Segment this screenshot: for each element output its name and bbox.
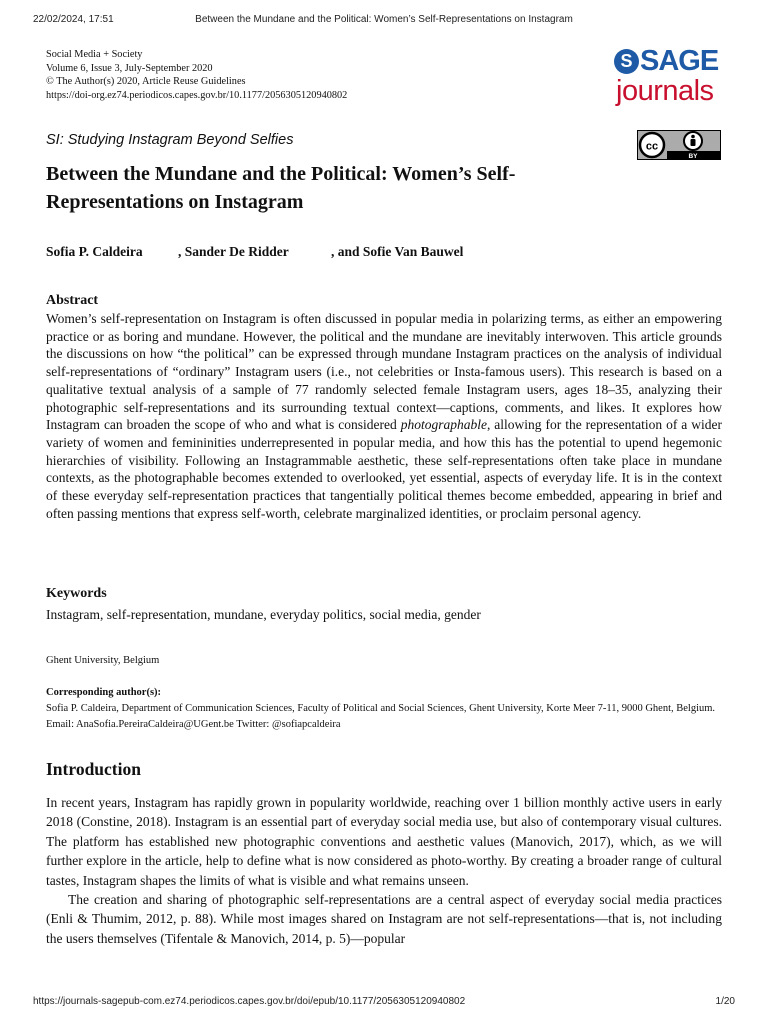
abstract-part-2: , allowing for the representation of a wider variety of women and femininities underrepresented in popular media, and how this has the potential to upend hegemonic hierarchies of visibility. Following an Instagrammable aesthetic, these self-representations often take place in mundane contexts, as the photographable becomes extended to overlooked, yet essential, aspects of everyday life. It is in the context of these everyday self-representation practices that tangentially political themes become embedded, appearing in brief and often passing mentions that express self-worth, celebrate marginalized identities, or proclaim personal agency. [46,417,722,521]
introduction-section [46,758,722,948]
print-datetime: 22/02/2024, 17:51 [33,14,114,25]
by-text: BY [688,153,698,160]
corresponding-author [46,685,726,733]
print-page-title: Between the Mundane and the Political: Women’s Self-Representations on Instagram [195,14,573,25]
print-header [0,14,768,28]
keywords-heading: Keywords [46,586,107,601]
abstract-italic-term: photographable [400,417,487,433]
keywords-section [46,585,722,624]
abstract-heading: Abstract [46,293,99,308]
journals-wordmark: journals [616,75,714,107]
special-issue-label: SI: Studying Instagram Beyond Selfies [46,132,294,148]
affiliation: Ghent University, Belgium [46,655,160,666]
corresponding-label: Corresponding author(s): [46,687,162,698]
keywords-list: Instagram, self-representation, mundane, everyday politics, social media, gender [46,607,481,622]
journal-issue: Volume 6, Issue 3, July-September 2020 [46,62,213,74]
author-van-bauwel[interactable]: , and Sofie Van Bauwel [331,244,464,259]
journal-meta [46,48,347,102]
author-caldeira[interactable]: Sofia P. Caldeira [46,244,143,259]
doi-link[interactable]: https://doi-org.ez74.periodicos.capes.gov.br/10.1177/2056305120940802 [46,89,348,101]
sage-s-icon: S [614,49,639,74]
sage-journals-logo[interactable] [614,47,724,109]
abstract-text [46,310,722,522]
print-page-number: 1/20 [715,996,735,1007]
journal-name: Social Media + Society [46,49,143,60]
copyright-line[interactable]: © The Author(s) 2020, Article Reuse Guidelines [46,76,246,87]
abstract-part-1: Women’s self-representation on Instagram is often discussed in popular media in polarizing terms, as either an empowering practice or as boring and mundane. However, the political and the mundane are inevitably interwoven. This article grounds the discussions on how “the political” can be expressed through mundane Instagram practices on the analysis of individual self-representations of “ordinary” Instagram users (i.e., not celebrities or Insta-famous users). This research is based on a qualitative textual analysis of a sample of 77 randomly selected female Instagram users, ages 18–35, analyzing their photographic self-representations and its surrounding textual context—captions, comments, and likes. It explores how Instagram can broaden the scope of who and what is considered [46,311,722,433]
abstract-section [46,292,722,522]
cc-text: cc [645,140,659,153]
introduction-paragraph-2: The creation and sharing of photographic self-representations are a central aspect of everyday social media practices (Enli & Thumim, 2012, p. 88). While most images shared on Instagram are not self-representations—that is, not including the users themselves (Tifentale & Manovich, 2014, p. 5)—popular [46,892,722,946]
author-de-ridder[interactable]: , Sander De Ridder [178,244,289,259]
sage-wordmark: SAGE [640,45,719,77]
introduction-heading: Introduction [46,759,141,779]
introduction-paragraph-1: In recent years, Instagram has rapidly grown in popularity worldwide, reaching over 1 billion monthly active users in early 2018 (Constine, 2018). Instagram is an essential part of everyday social media use, but also of contemporary visual cultures. The platform has established new photographic conventions and aesthetic values (Manovich, 2017), which, as we will further explore in the article, help to define what is now considered as photo-worthy. By creating a broader range of cultural tastes, Instagram shapes the limits of what is visible and what remains unseen. [46,795,722,888]
article-title: Between the Mundane and the Political: Women’s Self-Representations on Instagram [46,163,516,213]
corresponding-details: Sofia P. Caldeira, Department of Communication Sciences, Faculty of Political and Social Sciences, Ghent University, Korte Meer 7-11, 9000 Ghent, Belgium. Email: AnaSofia.PereiraCaldeira@UGent.be Twitter: @sofiapcaldeira [46,703,716,730]
print-footer-url: https://journals-sagepub-com.ez74.periodicos.capes.gov.br/doi/epub/10.1177/2056305120940802 [33,996,466,1007]
cc-by-license-icon[interactable] [637,130,721,160]
